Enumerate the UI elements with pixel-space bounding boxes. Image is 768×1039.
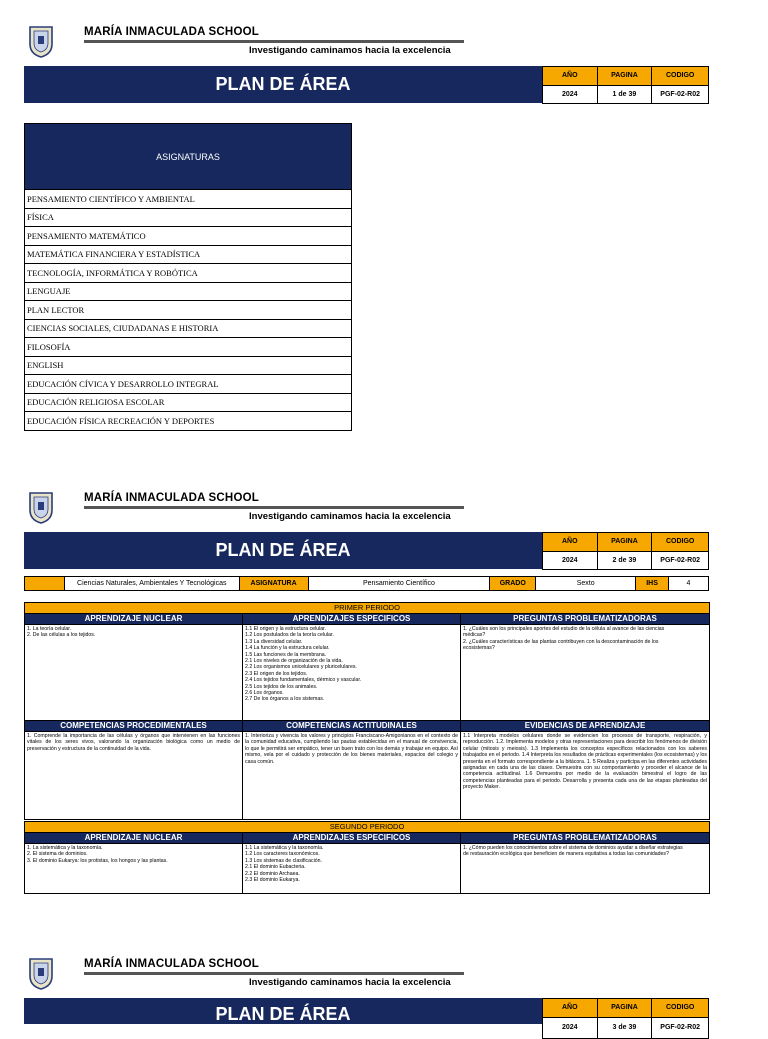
especificos-cell	[243, 844, 461, 894]
asignatura-value: Pensamiento Científico	[308, 577, 490, 591]
col-header-evidencias: EVIDENCIAS DE APRENDIZAJE	[461, 721, 710, 732]
asignatura-row: PENSAMIENTO CIENTÍFICO Y AMBIENTAL	[25, 190, 352, 209]
asignatura-row: MATEMÁTICA FINANCIERA Y ESTADÍSTICA	[25, 245, 352, 264]
plan-title-bar: PLAN DE ÁREA	[24, 998, 542, 1024]
asignatura-row: LENGUAJE	[25, 282, 352, 301]
actitudinales-cell: 1. Interioriza y vivencia los valores y principios Franciscano-Amigonianos en el contexto de la comunidad educativa, cumpliendo las pautas establecidas en el manual de convivencia, lo que le permitirá ser empático, tener un buen trato con los demás y trabajar en equipo. Así mismo, vela por el cuidado y protección de los bienes materiales, espacios del colegio y casa común.	[243, 732, 461, 820]
especificos-cell	[243, 625, 461, 721]
meta-codigo: PGF-02-R02	[652, 85, 709, 104]
list-item: 2.4 Los tejidos fundamentales, dérmico y vascular.	[245, 677, 362, 684]
asignatura-row: PLAN LECTOR	[25, 301, 352, 320]
asignatura-row: EDUCACIÓN FÍSICA RECREACIÓN Y DEPORTES	[25, 412, 352, 431]
asignatura-row: FÍSICA	[25, 208, 352, 227]
list-item: 2.2 Los organismos unicelulares y pluricelulares.	[245, 664, 357, 671]
area-value: Ciencias Naturales, Ambientales Y Tecnológicas	[64, 577, 239, 591]
grado-value: Sexto	[536, 577, 636, 591]
school-name: MARÍA INMACULADA SCHOOL	[84, 26, 259, 38]
meta-label-codigo: CODIGO	[652, 999, 709, 1018]
asignatura-row: EDUCACIÓN RELIGIOSA ESCOLAR	[25, 393, 352, 412]
nuclear-cell	[25, 625, 243, 721]
meta-codigo: PGF-02-R02	[652, 551, 709, 570]
header-divider	[84, 972, 464, 975]
list-item: 1. ¿Cómo pueden los conocimientos sobre el sistema de dominios ayudar a diseñar estrategias	[463, 845, 683, 851]
school-motto: Investigando caminamos hacia la excelencia	[249, 977, 451, 988]
school-motto: Investigando caminamos hacia la excelencia	[249, 511, 451, 522]
asignatura-row: FILOSOFÍA	[25, 338, 352, 357]
school-motto: Investigando caminamos hacia la excelencia	[249, 45, 451, 56]
meta-label-pagina: PAGINA	[597, 67, 652, 86]
asignatura-row: CIENCIAS SOCIALES, CIUDADANAS E HISTORIA	[25, 319, 352, 338]
meta-pagina: 1 de 39	[597, 85, 652, 104]
meta-label-ano: AÑO	[543, 67, 598, 86]
asignatura-row: ENGLISH	[25, 356, 352, 375]
period-title: PRIMER PERIODO	[25, 603, 710, 614]
list-item: 2.2 El dominio Archaea.	[245, 870, 300, 877]
ihs-label: IHS	[636, 577, 669, 591]
list-item: 2.7 De los órganos a los sistemas.	[245, 696, 325, 703]
col-header-especificos: APRENDIZAJES ESPECIFICOS	[243, 833, 461, 844]
asignaturas-table	[24, 123, 352, 431]
col-header-nuclear: APRENDIZAJE NUCLEAR	[25, 833, 243, 844]
asignatura-row: PENSAMIENTO MATEMÁTICO	[25, 227, 352, 246]
list-item: 1.4 La función y la estructura celular.	[245, 645, 330, 652]
col-header-actitudinales: COMPETENCIAS ACTITUDINALES	[243, 721, 461, 732]
meta-ano: 2024	[543, 1017, 598, 1038]
school-name: MARÍA INMACULADA SCHOOL	[84, 958, 259, 970]
list-item: 1. La sistemática y la taxonomía.	[27, 845, 103, 851]
list-item: 2. ¿Cuáles características de las plantas contribuyen con la descontaminación de los	[463, 638, 659, 645]
evidencias-cell: 1.1 Interpreta modelos celulares donde se evidencien los procesos de transporte, respiración, y reproducción. 1.2. Implementa modelos y otras representaciones para describir los fenómenos de división celular (mitosis y meiosis). 1.3 Implementa los conceptos específicos relacionados con los saberes trabajados en el periodo. 1.4 Interpreta los resultados de prácticas experimentales (los ecosistemas) y los presenta en el formato correspondiente a la bitácora. 1. 5 Realiza y participa en las diferentes actividades asignadas en cada una de las clases. Demuestra con su comportamiento y proceder el alcance de la competencia actitudinal. 1.6 Demuestra por medio de la evaluación bimestral el logro de las competencias planteadas para el periodo. Desarrolla y presenta cada una de las etapas planteadas del proyecto Maker.	[461, 732, 710, 820]
list-item: 1. La teoría celular.	[27, 626, 72, 632]
col-header-preguntas: PREGUNTAS PROBLEMATIZADORAS	[461, 614, 710, 625]
preguntas-cell	[461, 844, 710, 894]
school-crest-icon	[28, 956, 54, 990]
list-item: ecosistemas?	[463, 645, 495, 652]
school-crest-icon	[28, 24, 54, 58]
info-spacer	[25, 577, 65, 591]
segundo-periodo-table	[24, 821, 710, 894]
doc-meta-table	[542, 532, 709, 570]
meta-label-ano: AÑO	[543, 533, 598, 552]
school-header-1	[24, 24, 744, 64]
col-header-especificos: APRENDIZAJES ESPECIFICOS	[243, 614, 461, 625]
list-item: 2.1 El dominio Eubacteria.	[245, 864, 306, 871]
list-item: médicas?	[463, 632, 486, 639]
plan-title-bar: PLAN DE ÁREA	[24, 532, 542, 569]
meta-pagina: 3 de 39	[597, 1017, 652, 1038]
col-header-nuclear: APRENDIZAJE NUCLEAR	[25, 614, 243, 625]
meta-pagina: 2 de 39	[597, 551, 652, 570]
header-divider	[84, 40, 464, 43]
meta-ano: 2024	[543, 551, 598, 570]
doc-meta-table	[542, 998, 709, 1039]
meta-label-codigo: CODIGO	[652, 533, 709, 552]
list-item: 2.6 Los órganos.	[245, 690, 284, 697]
procedimentales-cell: 1. Comprende la importancia de las células y órganos que intervienen en las funciones vitales de los seres vivos, valorando la organización biológica como un medio de preservación y estructura de la continuidad de la vida.	[25, 732, 243, 820]
list-item: 2.3 El dominio Eukarya.	[245, 877, 300, 884]
school-header-2	[24, 490, 744, 530]
list-item: 1.1 El origen y la estructura celular.	[245, 626, 327, 632]
list-item: 1.1 La sistemática y la taxonomía.	[245, 845, 324, 851]
asignatura-label: ASIGNATURA	[239, 577, 308, 591]
school-crest-icon	[28, 490, 54, 524]
plan-title-bar: PLAN DE ÁREA	[24, 66, 542, 103]
header-divider	[84, 506, 464, 509]
asignaturas-heading: ASIGNATURAS	[25, 124, 352, 190]
list-item: 1.5 Las funciones de la membrana.	[245, 651, 327, 658]
meta-label-pagina: PAGINA	[597, 999, 652, 1018]
asignatura-row: TECNOLOGÍA, INFORMÁTICA Y ROBÓTICA	[25, 264, 352, 283]
meta-ano: 2024	[543, 85, 598, 104]
doc-meta-table	[542, 66, 709, 104]
period-title: SEGUNDO PERIODO	[25, 822, 710, 833]
preguntas-cell	[461, 625, 710, 721]
list-item: 2.1 Los niveles de organización de la vida.	[245, 658, 343, 665]
col-header-procedimentales: COMPETENCIAS PROCEDIMENTALES	[25, 721, 243, 732]
list-item: 2.5 Los tejidos de los animales.	[245, 683, 318, 690]
list-item: 1.3 Los sistemas de clasificación.	[245, 857, 322, 864]
ihs-value: 4	[669, 577, 709, 591]
meta-label-ano: AÑO	[543, 999, 598, 1018]
list-item: de restauración ecológica que beneficien de manera equitativa a todas las comunidades?	[463, 851, 669, 858]
course-info-bar	[24, 576, 709, 591]
school-name: MARÍA INMACULADA SCHOOL	[84, 492, 259, 504]
list-item: 1. ¿Cuáles son los principales aportes del estudio de la célula al avance de las ciencias	[463, 626, 665, 632]
list-item: 3. El dominio Eukarya: los protistas, los hongos y las plantas.	[27, 857, 168, 864]
meta-label-codigo: CODIGO	[652, 67, 709, 86]
meta-label-pagina: PAGINA	[597, 533, 652, 552]
list-item: 2. El sistema de dominios.	[27, 851, 88, 858]
nuclear-cell	[25, 844, 243, 894]
list-item: 1.3 La diversidad celular.	[245, 638, 303, 645]
list-item: 2.3 El origen de los tejidos.	[245, 670, 308, 677]
primer-periodo-table	[24, 602, 710, 820]
meta-codigo: PGF-02-R02	[652, 1017, 709, 1038]
school-header-3	[24, 956, 744, 996]
list-item: 1.2 Los caracteres taxonómicos.	[245, 851, 320, 858]
grado-label: GRADO	[490, 577, 536, 591]
col-header-preguntas: PREGUNTAS PROBLEMATIZADORAS	[461, 833, 710, 844]
list-item: 2. De las células a los tejidos.	[27, 632, 96, 639]
asignatura-row: EDUCACIÓN CÍVICA Y DESARROLLO INTEGRAL	[25, 375, 352, 394]
list-item: 1.2 Los postulados de la teoría celular.	[245, 632, 334, 639]
